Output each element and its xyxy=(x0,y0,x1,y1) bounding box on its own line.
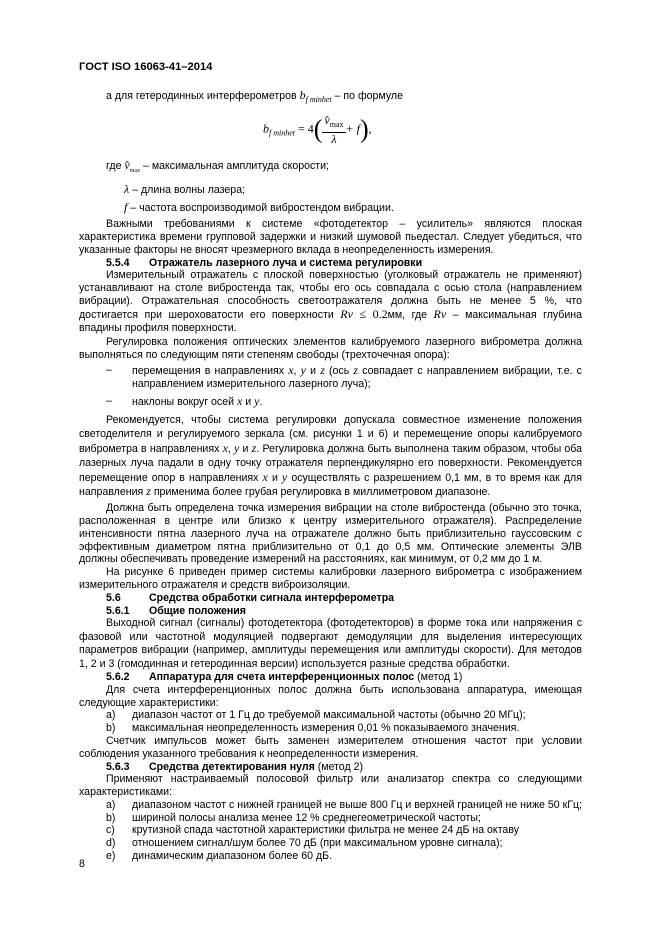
paragraph-measurement-point: Должна быть определена точка измерения вибрации на столе вибростенда (обычно это точка, расположенная в центре или близко к центру измерительного отражателя). Распределение интенсивности пятна лазерного луча на отражателе должно быть приблизительно гауссовским с эффективным диаметром пятна приблизительно от 0,1 до 0,5 мм. Оптические элементы ЭЛВ должны обеспечивать проведение измерений на расстояниях, как минимум, от 0,2 мм до 1 м. xyxy=(79,502,582,566)
het-formula-intro: а для гетеродинных интерферометров $b_{f minhet}$ – по формуле xyxy=(106,88,403,104)
document-header: ГОСТ ISO 16063-41–2014 xyxy=(79,61,213,73)
list-item: a) диапазон частот от 1 Гц до требуемой максимальной частоты (обычно 20 МГц); xyxy=(106,709,526,722)
paragraph-fringe-counting: Для счета интерференционных полос должна быть использована аппаратура, имеющая следующие характеристики: xyxy=(79,683,582,709)
list-item-translations: – перемещения в направлениях x, y и z (ось z совпадает с направлением вибрации, т.е. с направлением измерительного лазерного луча); xyxy=(106,362,582,390)
def-f: f – частота воспроизводимой вибростендом вибрации. xyxy=(124,200,394,215)
paragraph-adjustment: Регулировка положения оптических элементов калибруемого лазерного виброметра должна выполняться по следующим пяти степеням свободы (трехточечная опора): xyxy=(79,336,582,362)
section-5-6-1-heading: 5.6.1 Общие положения xyxy=(106,604,246,617)
section-5-5-4-heading: 5.5.4 Отражатель лазерного луча и система регулировки xyxy=(106,256,423,269)
page-number: 8 xyxy=(79,858,85,870)
list-item: a) диапазоном частот с нижней границей не выше 800 Гц и верхней границей не ниже 50 кГц; xyxy=(106,798,582,811)
section-5-6-3-heading: 5.6.3 Средства детектирования нуля (метод 2) xyxy=(106,760,363,773)
list-item: c) крутизной спада частотной характеристики фильтра не менее 24 дБ на октаву xyxy=(106,824,520,837)
paragraph-bandpass-filter: Применяют настраиваемый полосовой фильтр или анализатор спектра со следующими характеристиками: xyxy=(79,773,582,799)
het-formula: $b_{f minhet} = 4$( $\frac{v̂_{max}}{\lambda}$ + f), xyxy=(263,112,372,146)
section-5-6-2-heading: 5.6.2 Аппаратура для счета интерференционных полос (метод 1) xyxy=(106,670,463,683)
def-vmax: где $v̂_{max}$ – максимальная амплитуда скорости; xyxy=(106,157,330,174)
paragraph-reflector: Измерительный отражатель с плоской поверхностью (уголковый отражатель не применяют) устанавливают на столе вибростенда так, чтобы его ось совпадала с осью стола (направлением вибрации). Отражательная способность светоотражателя должна быть не менее 5 %, что достигается при шероховатости его поверхности Rv ≤ 0.2мм, где Rv – максимальная глубина впадины профиля поверхности. xyxy=(79,269,583,334)
paragraph-recommendation: Рекомендуется, чтобы система регулировки допускала совместное изменение положения светоделителя и регулируемого зеркала (см. рисунки 1 и 6) и перемещение опоры калибруемого виброметра в направлениях x, y и z. Регулировка должна быть выполнена таким образом, чтобы оба лазерных луча падали в одну точку отражателя перпендикулярно его поверхности. Рекомендуется перемещение опор в направлениях x и y осуществлять с разрешением 0,1 мм, в то время как для направления z применима более грубая регулировка в миллиметровом диапазоне. xyxy=(79,414,582,499)
list-item: b) шириной полосы анализа менее 12 % среднегеометрической частоты; xyxy=(106,811,481,824)
paragraph-requirements: Важными требованиями к системе «фотодетектор – усилитель» являются плоская характеристика времени групповой задержки и низкий шумовой пьедестал. Следует убедиться, что указанные факторы не вносят чрезмерного вклада в неопределенность измерения. xyxy=(79,218,582,256)
paragraph-output-signal: Выходной сигнал (сигналы) фотодетектора (фотодетекторов) в форме тока или напряжения с фазовой или частотной модуляцией подвергают демодуляции для выделения интересующих параметров вибрации (например, амплитуды перемещения или амплитуды скорости). Для методов 1, 2 и 3 (гомодинная и гетеродинная версии) используется разные средства обработки. xyxy=(79,617,582,670)
list-item-tilts: – наклоны вокруг осей x и y. xyxy=(106,393,263,408)
section-5-6-heading: 5.6 Средства обработки сигнала интерферометра xyxy=(106,591,395,604)
list-item: d) отношением сигнал/шум более 70 дБ (при максимальном уровне сигнала); xyxy=(106,837,503,850)
list-item: b) максимальная неопределенность измерения 0,01 % показываемого значения. xyxy=(106,722,520,735)
paragraph-figure-6: На рисунке 6 приведен пример системы калибровки лазерного виброметра с изображением измерительного отражателя и средств виброизоляции. xyxy=(79,566,582,591)
def-lambda: λ – длина волны лазера; xyxy=(124,181,246,196)
document-body xyxy=(79,86,582,863)
paragraph-pulse-counter: Счетчик импульсов может быть заменен измерителем отношения частот при условии соблюдения указанного требования к неопределенности измерения. xyxy=(79,734,582,760)
list-item: e) динамическим диапазоном более 60 дБ. xyxy=(106,850,333,863)
